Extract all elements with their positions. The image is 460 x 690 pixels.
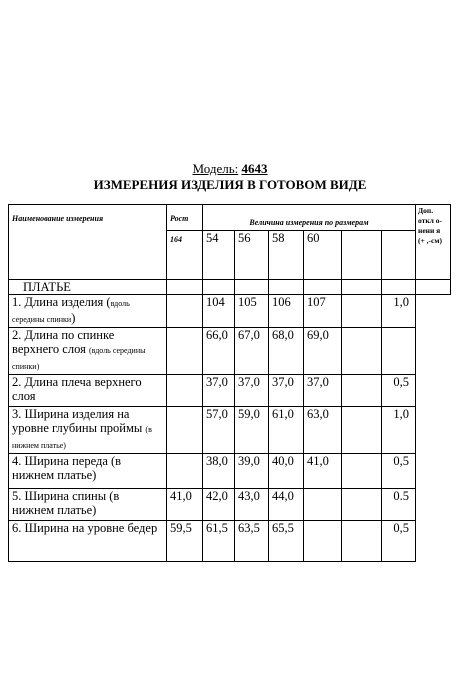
tolerance-cell: 0,5 <box>382 521 416 562</box>
measurement-table <box>8 204 451 562</box>
header-tolerance: Доп. откл о- нени я (+ ,-см) <box>416 205 451 280</box>
value-cell: 57,0 <box>203 407 235 454</box>
table-row <box>9 454 451 489</box>
value-cell: 65,5 <box>269 521 304 562</box>
size-cell: 60 <box>304 231 342 280</box>
value-cell: 105 <box>235 295 269 328</box>
value-cell: 59,5 <box>167 521 203 562</box>
table-row <box>9 328 451 375</box>
size-cell: 54 <box>203 231 235 280</box>
model-number: 4643 <box>241 161 268 176</box>
tolerance-cell: 0,5 <box>382 375 416 407</box>
value-cell: 41,0 <box>167 489 203 521</box>
value-cell: 107 <box>304 295 342 328</box>
row-name: 6. Ширина на уровне бедер <box>9 521 167 562</box>
value-cell: 41,0 <box>304 454 342 489</box>
row-name: 2. Длина по спинке верхнего слоя (вдоль середины спинки) <box>9 328 167 375</box>
section-label: ПЛАТЬЕ <box>9 280 167 295</box>
model-line <box>0 161 460 177</box>
header-sizes: Величина измерения по размерам <box>203 205 416 231</box>
table-row <box>9 375 451 407</box>
value-cell: 61,5 <box>203 521 235 562</box>
table-row <box>9 295 451 328</box>
table-row <box>9 489 451 521</box>
tolerance-cell: 0.5 <box>382 489 416 521</box>
value-cell: 42,0 <box>203 489 235 521</box>
value-cell: 37,0 <box>269 375 304 407</box>
table-header-row <box>9 205 451 231</box>
value-cell: 68,0 <box>269 328 304 375</box>
value-cell: 43,0 <box>235 489 269 521</box>
value-cell: 37,0 <box>203 375 235 407</box>
value-cell: 66,0 <box>203 328 235 375</box>
value-cell: 63,5 <box>235 521 269 562</box>
header-measurement-name: Наименование измерения <box>9 205 167 280</box>
tolerance-cell: 1,0 <box>382 407 416 454</box>
value-cell: 37,0 <box>304 375 342 407</box>
value-cell: 67,0 <box>235 328 269 375</box>
section-row <box>9 280 451 295</box>
size-cell: 58 <box>269 231 304 280</box>
value-cell: 40,0 <box>269 454 304 489</box>
size-cell-empty <box>342 231 382 280</box>
model-label: Модель: <box>192 161 239 176</box>
tolerance-cell: 0,5 <box>382 454 416 489</box>
value-cell: 59,0 <box>235 407 269 454</box>
value-cell: 63,0 <box>304 407 342 454</box>
value-cell: 39,0 <box>235 454 269 489</box>
row-name: 1. Длина изделия (вдоль середины спинки) <box>9 295 167 328</box>
row-name: 2. Длина плеча верхнего слоя <box>9 375 167 407</box>
value-cell: 104 <box>203 295 235 328</box>
value-cell: 69,0 <box>304 328 342 375</box>
value-cell: 61,0 <box>269 407 304 454</box>
header-height: Рост <box>167 205 203 231</box>
document-title: ИЗМЕРЕНИЯ ИЗДЕЛИЯ В ГОТОВОМ ВИДЕ <box>93 177 367 192</box>
row-name: 4. Ширина переда (в нижнем платье) <box>9 454 167 489</box>
value-cell: 106 <box>269 295 304 328</box>
height-value: 164 <box>167 231 203 280</box>
value-cell: 44,0 <box>269 489 304 521</box>
tolerance-cell: 1,0 <box>382 295 416 328</box>
size-cell: 56 <box>235 231 269 280</box>
row-name: 5. Ширина спины (в нижнем платье) <box>9 489 167 521</box>
value-cell: 37,0 <box>235 375 269 407</box>
row-name: 3. Ширина изделия на уровне глубины проймы (в нижнем платье) <box>9 407 167 454</box>
table-row <box>9 521 451 562</box>
tolerance-cell <box>382 328 416 375</box>
table-row <box>9 407 451 454</box>
value-cell: 38,0 <box>203 454 235 489</box>
